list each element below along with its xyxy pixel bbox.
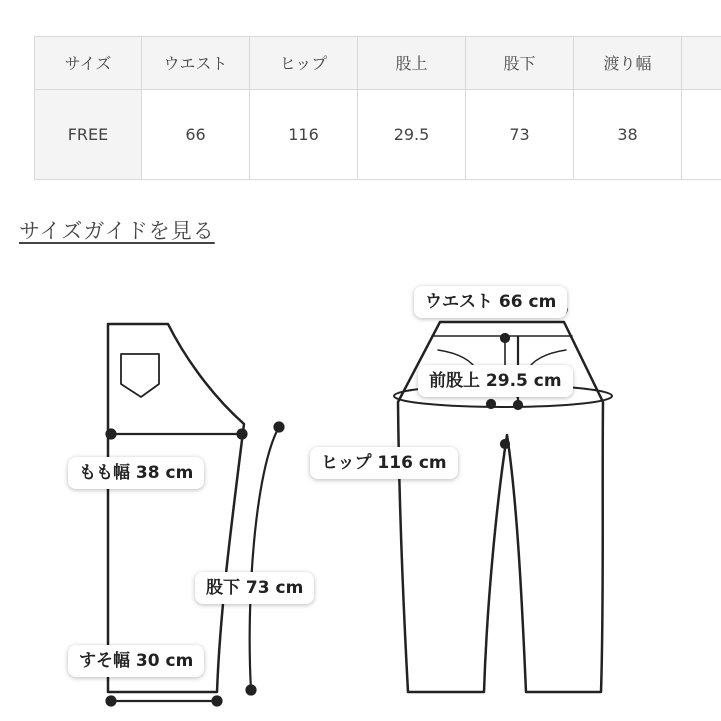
value-cell-size: FREE (35, 89, 142, 179)
hip-dot-center (487, 400, 495, 408)
pocket-icon (121, 354, 159, 397)
waist-label: ウエスト 66 cm (414, 286, 567, 318)
hip-dot-inner (501, 440, 509, 448)
header-cell-width: 渡り幅 (574, 37, 682, 90)
header-cell-inseam: 股下 (466, 37, 574, 90)
value-cell-overflow (682, 89, 721, 179)
thigh-label: もも幅 38 cm (68, 457, 204, 489)
hip-label: ヒップ 116 cm (310, 447, 458, 479)
header-cell-size: サイズ (35, 37, 142, 90)
value-cell-waist: 66 (142, 89, 250, 179)
size-table (34, 36, 721, 180)
thigh-dot-left (107, 430, 116, 439)
size-table-value-row (35, 89, 721, 179)
rise-dot-top (501, 334, 509, 342)
value-cell-hip: 116 (250, 89, 358, 179)
value-cell-inseam: 73 (466, 89, 574, 179)
hem-dot-left (107, 697, 116, 706)
hem-label: すそ幅 30 cm (68, 645, 204, 677)
inseam-measure-line (250, 427, 279, 690)
header-cell-waist: ウエスト (142, 37, 250, 90)
thigh-dot-right (238, 430, 247, 439)
value-cell-rise: 29.5 (358, 89, 466, 179)
header-cell-overflow (682, 37, 721, 90)
size-guide-link[interactable]: サイズガイドを見る (19, 219, 215, 243)
side-view-outline (108, 324, 244, 692)
rise-dot-bottom (514, 401, 522, 409)
value-cell-width: 38 (574, 89, 682, 179)
hem-dot-right (213, 697, 222, 706)
size-table-header-row (35, 37, 721, 90)
inseam-dot-top (275, 423, 284, 432)
rise-label: 前股上 29.5 cm (418, 365, 573, 397)
header-cell-hip: ヒップ (250, 37, 358, 90)
inseam-label: 股下 73 cm (195, 572, 314, 604)
header-cell-rise: 股上 (358, 37, 466, 90)
inseam-dot-bottom (247, 686, 256, 695)
